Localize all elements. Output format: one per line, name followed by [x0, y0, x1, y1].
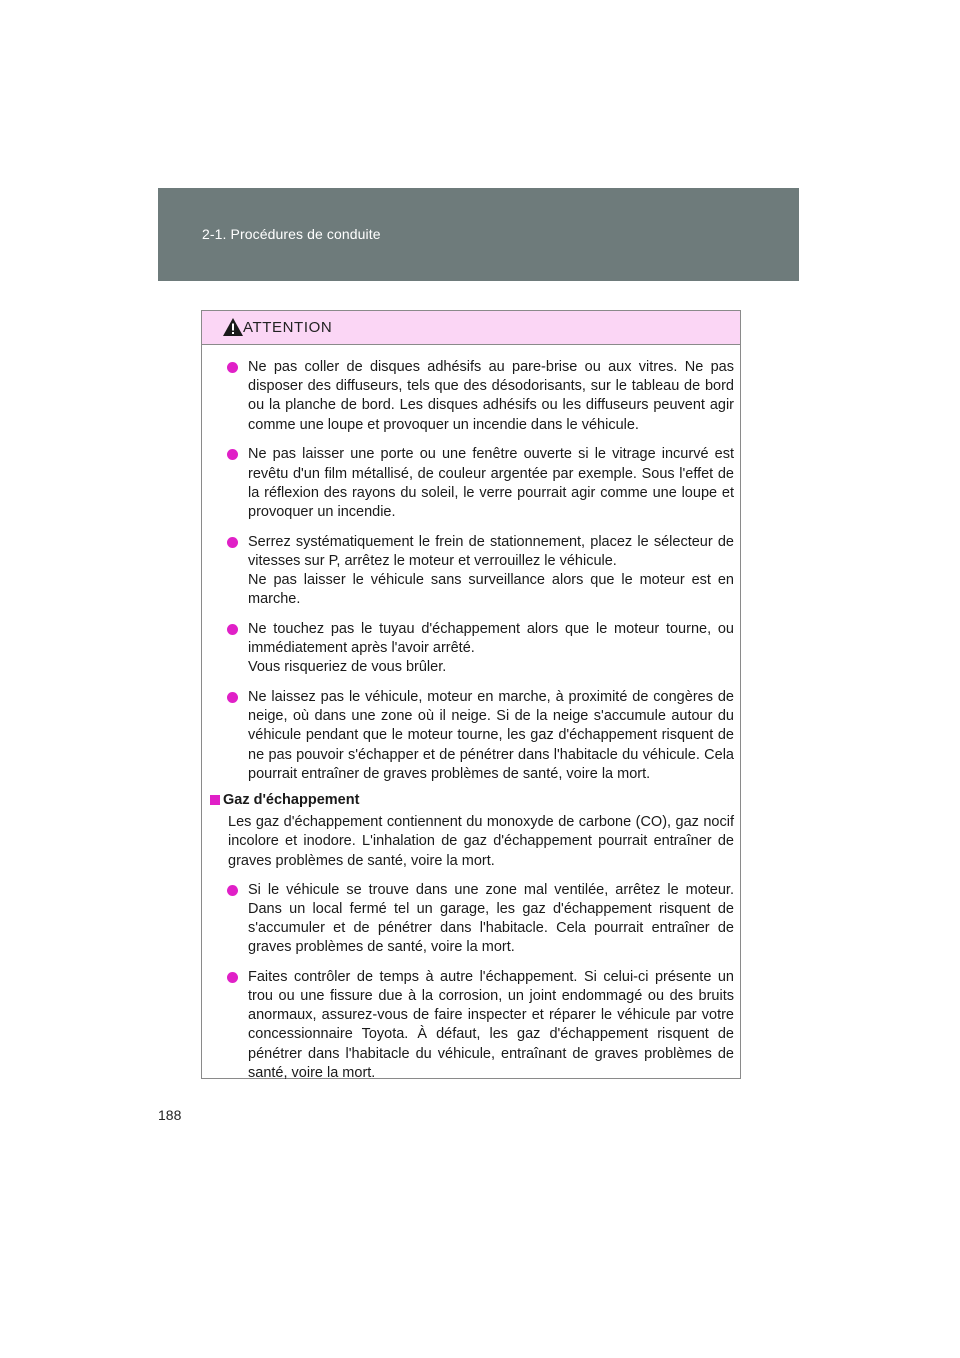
warning-body [202, 345, 740, 1083]
warning-bullet [209, 445, 734, 522]
page-number: 188 [158, 1107, 182, 1123]
warning-bullet [209, 620, 734, 678]
bullet-text: Faites contrôler de temps à autre l'échappement. Si celui-ci présente un trou ou une fissure due à la corrosion, un joint endommagé ou des bruits anormaux, assurez-vous de faire inspecter et réparer le véhicule par votre concessionnaire Toyota. À défaut, les gaz d'échappement risquent de pénétrer dans l'habitacle du véhicule, entraînant de graves problèmes de santé, voire la mort. [248, 968, 734, 1081]
warning-bullet [209, 688, 734, 784]
bullet-dot-icon [227, 692, 238, 703]
bullet-text: Serrez systématiquement le frein de stationnement, placez le sélecteur de vitesses sur P, arrêtez le moteur et verrouillez le véhicule. [248, 533, 734, 569]
bullet-note: Ne pas laisser le véhicule sans surveillance alors que le moteur est en marche. [248, 572, 734, 608]
exhaust-intro: Les gaz d'échappement contiennent du monoxyde de carbone (CO), gaz nocif incolore et inodore. L'inhalation de gaz d'échappement pourrait entraîner de graves problèmes de santé, voire la mort. [228, 814, 734, 869]
warning-bullet [209, 358, 734, 435]
section-title: 2-1. Procédures de conduite [202, 226, 381, 242]
bullet-dot-icon [227, 885, 238, 896]
warning-header [202, 311, 740, 345]
bullet-dot-icon [227, 537, 238, 548]
exhaust-bullet [209, 881, 734, 958]
exhaust-bullet [209, 968, 734, 1083]
bullet-text: Si le véhicule se trouve dans une zone mal ventilée, arrêtez le moteur. Dans un local fermé tel un garage, les gaz d'échappement risquent de s'accumuler et de pénétrer dans l'habitacle. Cela pourrait entraîner de graves problèmes de santé, voire la mort. [248, 881, 734, 956]
warning-title: ATTENTION [243, 319, 333, 336]
bullet-dot-icon [227, 362, 238, 373]
warning-triangle-icon [222, 317, 244, 337]
bullet-text: Ne pas coller de disques adhésifs au pare-brise ou aux vitres. Ne pas disposer des diffuseurs, tels que des désodorisants, sur le tableau de bord ou la planche de bord. Les disques adhésifs ou les diffuseurs peuvent agir comme une loupe et provoquer un incendie dans le véhicule. [248, 359, 734, 433]
bullet-text: Ne pas laisser une porte ou une fenêtre ouverte si le vitrage incurvé est revêtu d'un film métallisé, de couleur argentée par exemple. Sous l'effet de la réflexion des rayons du soleil, le verre pourrait agir comme une loupe et provoquer un incendie. [248, 446, 734, 520]
section-title-text: Gaz d'échappement [223, 792, 360, 809]
bullet-text: Ne laissez pas le véhicule, moteur en marche, à proximité de congères de neige, où dans une zone où il neige. Si de la neige s'accumule autour du véhicule pendant que le moteur tourne, les gaz d'échappement risquent de ne pas pouvoir s'échapper et de pénétrer dans l'habitacle du véhicule. Cela pourrait entraîner de graves problèmes de santé, voire la mort. [248, 689, 734, 782]
bullet-note: Vous risqueriez de vous brûler. [248, 659, 447, 676]
warning-bullet [209, 533, 734, 610]
bullet-dot-icon [227, 624, 238, 635]
warning-box [201, 310, 741, 1079]
square-bullet-icon [210, 795, 220, 805]
bullet-dot-icon [227, 449, 238, 460]
bullet-text: Ne touchez pas le tuyau d'échappement alors que le moteur tourne, ou immédiatement après l'avoir arrêté. [248, 620, 734, 657]
exhaust-section-heading [209, 791, 734, 810]
bullet-dot-icon [227, 972, 238, 983]
